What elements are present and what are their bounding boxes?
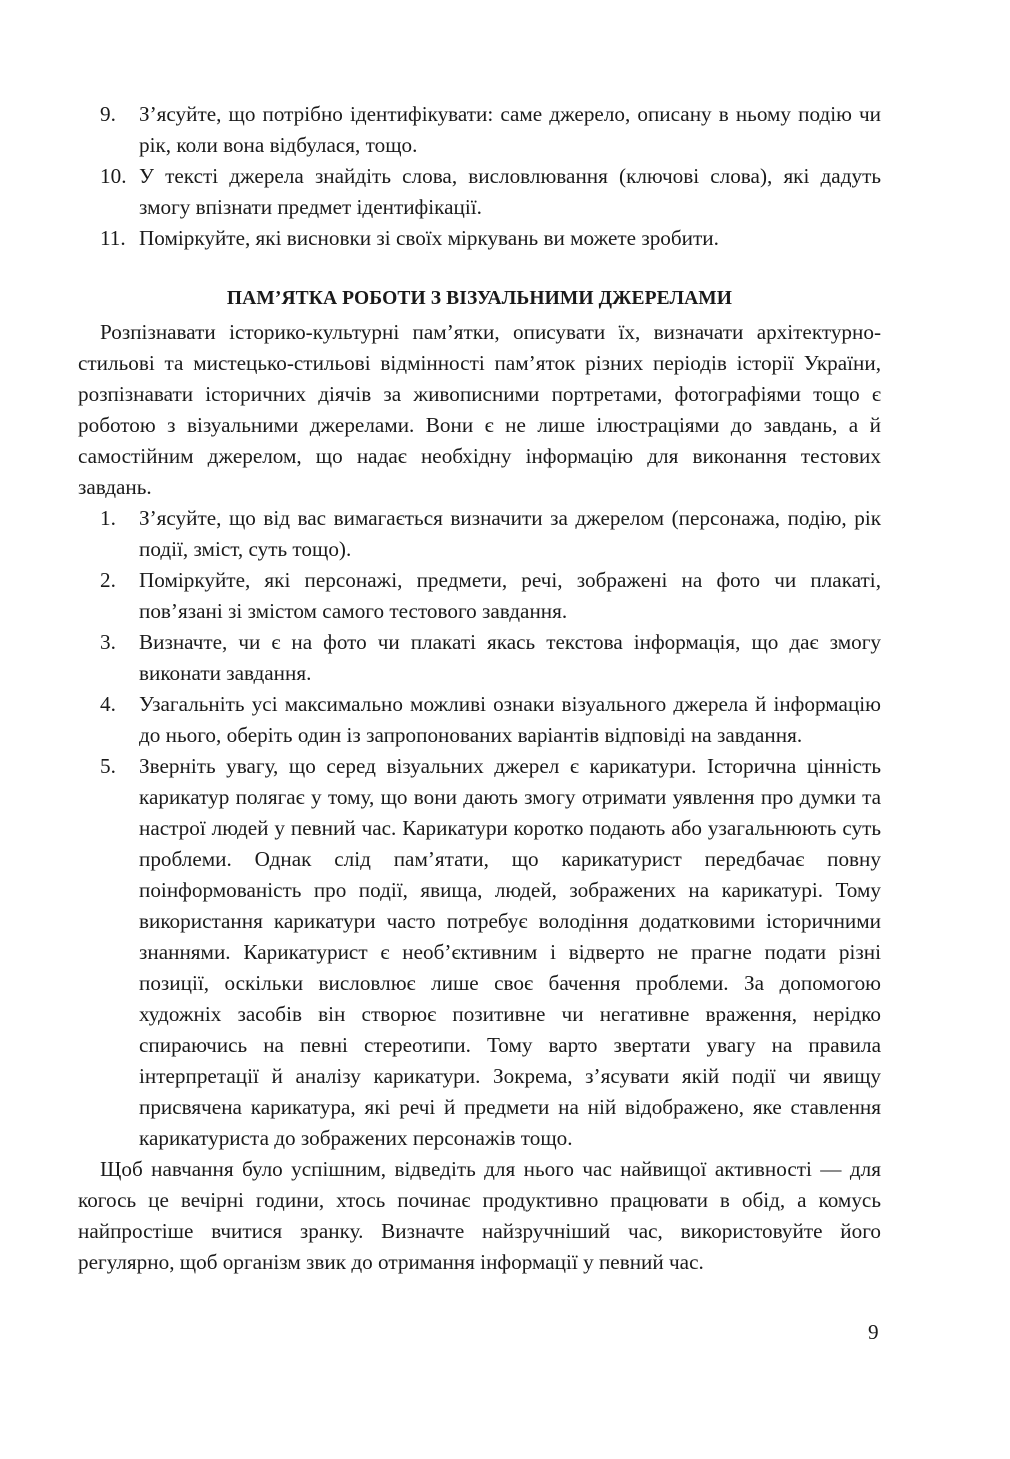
- list-item-text: Визначте, чи є на фото чи плакаті якась текстова інформація, що дає змогу виконати завдання.: [139, 630, 881, 685]
- list-item: [78, 161, 881, 223]
- list-item-text: З’ясуйте, що потрібно ідентифікувати: саме джерело, описану в ньому подію чи рік, коли вона відбулася, тощо.: [139, 102, 881, 157]
- page-body: [78, 99, 881, 1278]
- list-item: [78, 223, 881, 254]
- list-item-text: З’ясуйте, що від вас вимагається визначити за джерелом (персонажа, подію, рік події, зміст, суть тощо).: [139, 506, 881, 561]
- steps-list: [78, 503, 881, 1154]
- closing-paragraph: Щоб навчання було успішним, відведіть для нього час найвищої активності — для когось це вечірні години, хтось починає продуктивно працювати в обід, а комусь найпростіше вчитися зранку. Визначте найзручніший час, використовуйте його регулярно, щоб організм звик до отримання інформації у певний час.: [78, 1157, 881, 1274]
- top-list: [78, 99, 881, 254]
- list-item-number: 10.: [100, 164, 127, 188]
- list-item-number: 11.: [100, 226, 126, 250]
- list-item-number: 3.: [100, 630, 116, 654]
- list-item-text: Зверніть увагу, що серед візуальних джерел є карикатури. Історична цінність карикатур полягає у тому, що вони дають змогу отримати уявлення про думки та настрої людей у певний час. Карикатури коротко подають або узагальнюють суть проблеми. Однак слід пам’ятати, що карикатурист передбачає повну поінформованість про події, явища, людей, зображених на карикатурі. Тому використання карикатури часто потребує володіння додатковими історичними знаннями. Карикатурист є необ’єктивним і відверто не прагне подати різні позиції, оскільки висловлює лише своє бачення проблеми. За допомогою художніх засобів він створює позитивне чи негативне враження, нерідко спираючись на певні стереотипи. Тому варто звертати увагу на правила інтерпретації й аналізу карикатури. Зокрема, з’ясувати якій події чи явищу присвячена карикатура, які речі й предмети на ній відображено, яке ставлення карикатуриста до зображених персонажів тощо.: [139, 754, 881, 1150]
- list-item: [78, 751, 881, 1154]
- list-item: [78, 99, 881, 161]
- list-item-text: У тексті джерела знайдіть слова, висловлювання (ключові слова), які дадуть змогу впізнати предмет ідентифікації.: [139, 164, 881, 219]
- list-item: [78, 565, 881, 627]
- intro-paragraph: Розпізнавати історико-культурні пам’ятки, описувати їх, визначати архітектурно-стильові та мистецько-стильові відмінності пам’яток різних періодів історії України, розпізнавати історичних діячів за живописними портретами, фотографіями тощо є роботою з візуальними джерелами. Вони є не лише ілюстраціями до завдань, а й самостійним джерелом, що надає необхідну інформацію для виконання тестових завдань.: [78, 320, 881, 499]
- list-item-number: 4.: [100, 692, 116, 716]
- list-item-text: Узагальніть усі максимально можливі ознаки візуального джерела й інформацію до нього, оберіть один із запропонованих варіантів відповіді на завдання.: [139, 692, 881, 747]
- list-item: [78, 503, 881, 565]
- list-item-number: 2.: [100, 568, 116, 592]
- list-item: [78, 627, 881, 689]
- list-item-text: Поміркуйте, які персонажі, предмети, речі, зображені на фото чи плакаті, пов’язані зі змістом самого тестового завдання.: [139, 568, 881, 623]
- list-item-number: 9.: [100, 102, 116, 126]
- list-item-number: 5.: [100, 754, 116, 778]
- list-item-text: Поміркуйте, які висновки зі своїх міркувань ви можете зробити.: [139, 226, 719, 250]
- section-heading: ПАМ’ЯТКА РОБОТИ З ВІЗУАЛЬНИМИ ДЖЕРЕЛАМИ: [226, 288, 733, 309]
- list-item: [78, 689, 881, 751]
- page-number: 9: [868, 1320, 879, 1344]
- list-item-number: 1.: [100, 506, 116, 530]
